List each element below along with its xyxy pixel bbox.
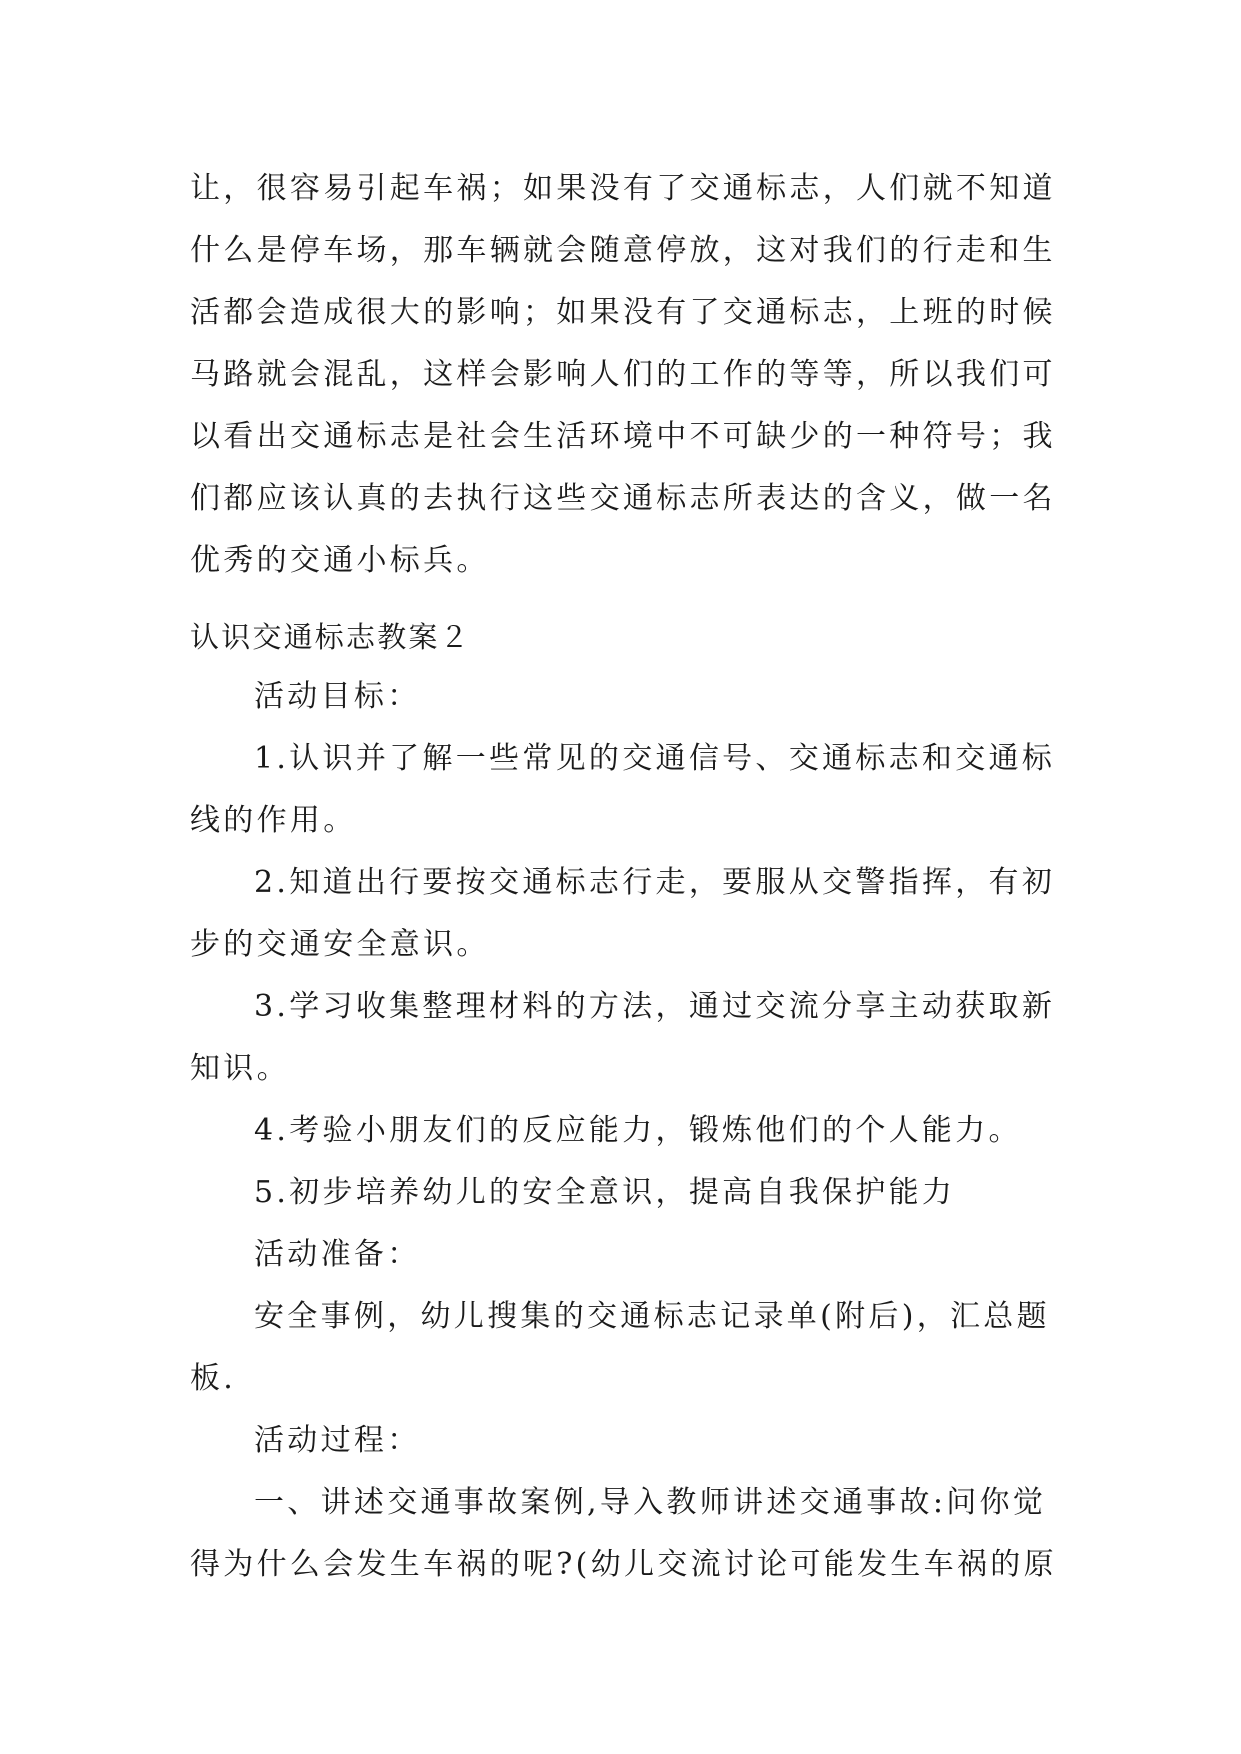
text-line: 以看出交通标志是社会生活环境中不可缺少的一种符号；我 xyxy=(190,419,1056,454)
document-content xyxy=(190,158,1057,1582)
lesson-plan-body xyxy=(190,666,1057,1596)
text-line: 优秀的交通小标兵。 xyxy=(190,543,490,578)
goal-item: 5.初步培养幼儿的安全意识，提高自我保护能力 xyxy=(254,1175,956,1210)
goal-item: 2.知道出行要按交通标志行走，要服从交警指挥，有初 xyxy=(254,865,1056,900)
goal-item-continuation: 知识。 xyxy=(190,1051,290,1086)
process-step-text-continuation: 得为什么会发生车祸的呢?(幼儿交流讨论可能发生车祸的原 xyxy=(190,1547,1057,1582)
activity-process-heading: 活动过程： xyxy=(254,1423,421,1458)
intro-paragraph xyxy=(190,158,1056,592)
preparation-text-continuation: 板. xyxy=(190,1361,237,1396)
goal-item: 1.认识并了解一些常见的交通信号、交通标志和交通标 xyxy=(254,741,1056,776)
activity-goals-heading: 活动目标： xyxy=(254,679,421,714)
section-heading: 认识交通标志教案２ xyxy=(190,620,471,654)
preparation-text: 安全事例，幼儿搜集的交通标志记录单(附后)，汇总题 xyxy=(254,1299,1050,1334)
activity-preparation-heading: 活动准备： xyxy=(254,1237,421,1272)
text-line: 让，很容易引起车祸；如果没有了交通标志，人们就不知道 xyxy=(190,171,1056,206)
goal-item: 4.考验小朋友们的反应能力，锻炼他们的个人能力。 xyxy=(254,1113,1022,1148)
text-line: 们都应该认真的去执行这些交通标志所表达的含义，做一名 xyxy=(190,481,1056,516)
goal-item-continuation: 步的交通安全意识。 xyxy=(190,927,490,962)
text-line: 什么是停车场，那车辆就会随意停放，这对我们的行走和生 xyxy=(190,233,1056,268)
goal-item-continuation: 线的作用。 xyxy=(190,803,357,838)
goal-item: 3.学习收集整理材料的方法，通过交流分享主动获取新 xyxy=(254,989,1056,1024)
text-line: 活都会造成很大的影响；如果没有了交通标志，上班的时候 xyxy=(190,295,1056,330)
text-line: 马路就会混乱，这样会影响人们的工作的等等，所以我们可 xyxy=(190,357,1056,392)
process-step-text: 一、讲述交通事故案例,导入教师讲述交通事故:问你觉 xyxy=(254,1485,1047,1520)
